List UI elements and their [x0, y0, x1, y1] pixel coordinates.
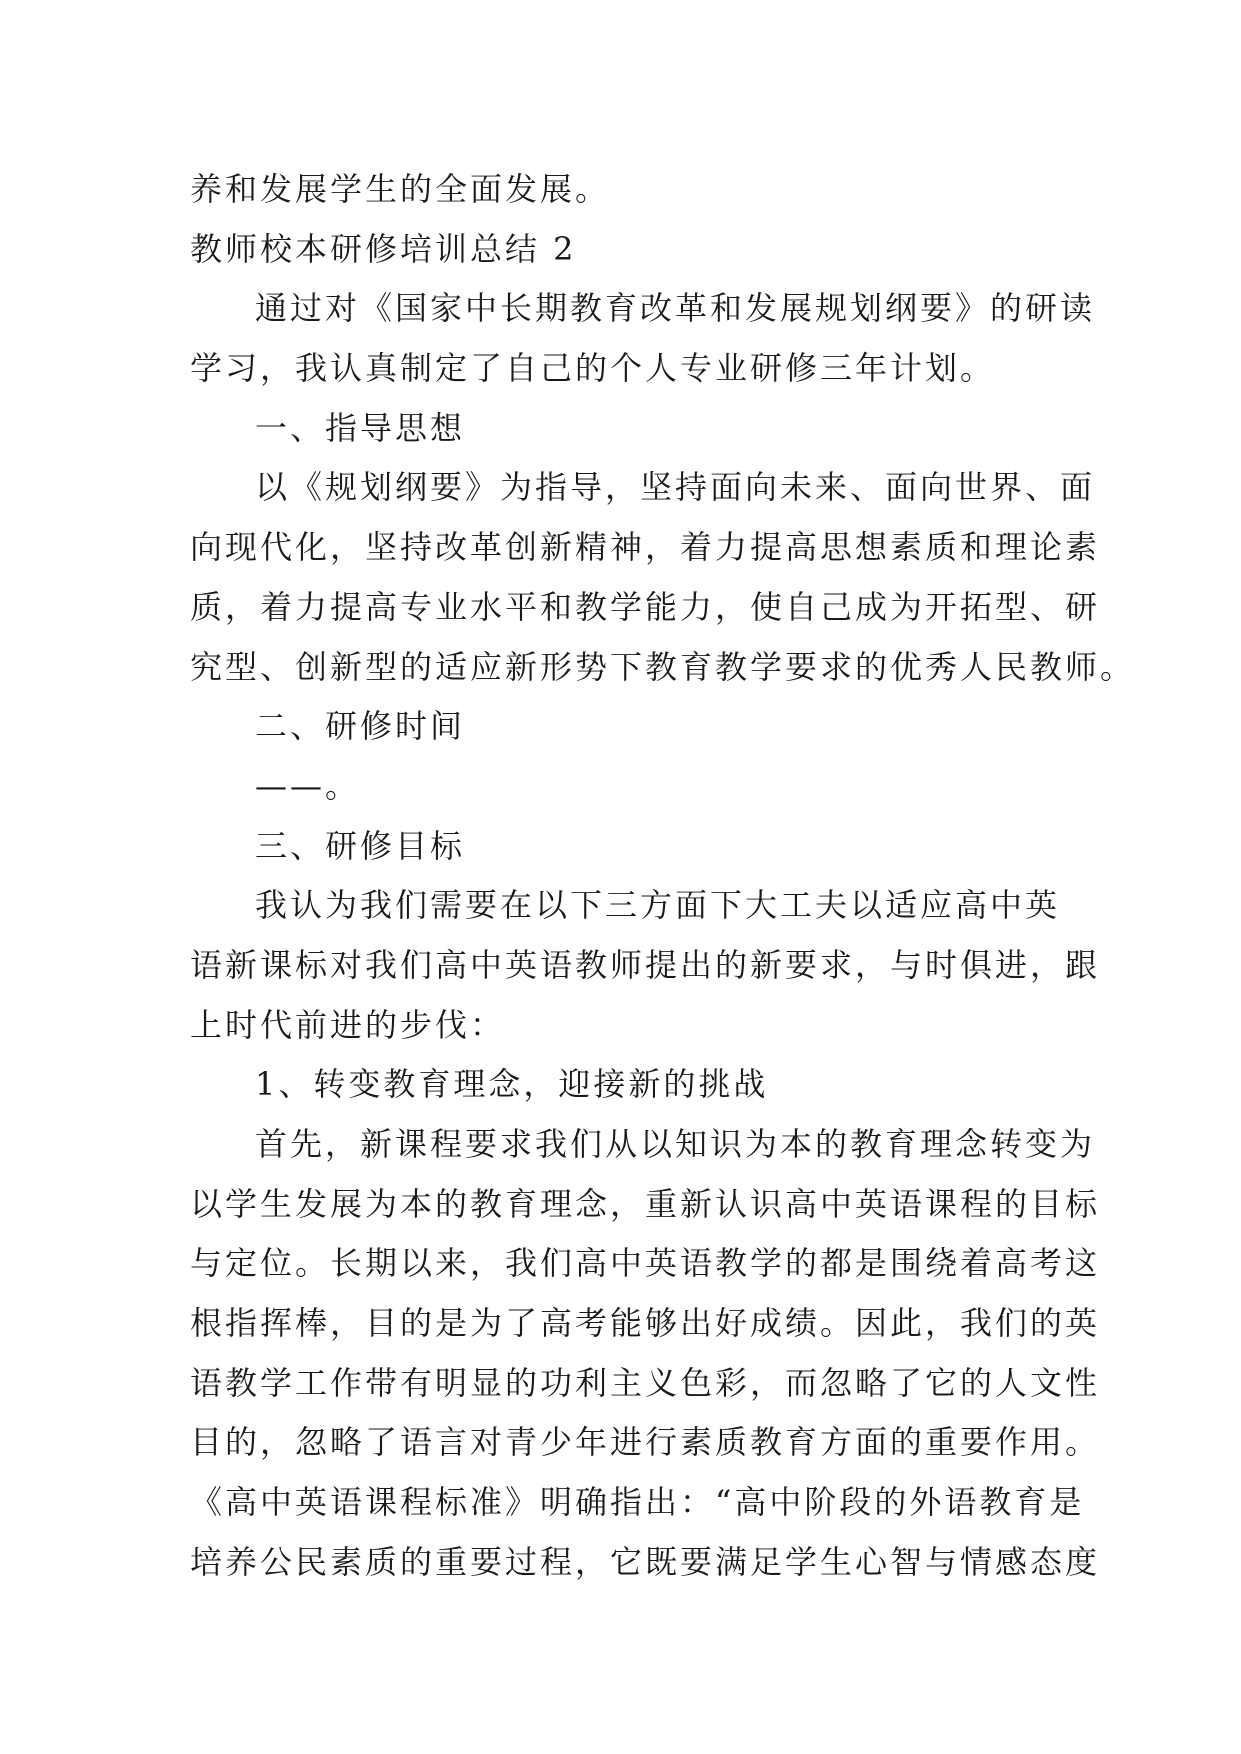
text-line: 质，着力提高专业水平和教学能力，使自己成为开拓型、研: [190, 587, 1101, 626]
text-line: ——。: [255, 766, 361, 805]
text-line: 语教学工作带有明显的功利主义色彩，而忽略了它的人文性: [190, 1363, 1101, 1402]
text-line: 《高中英语课程标准》明确指出：“高中阶段的外语教育是: [190, 1483, 1085, 1522]
text-line: 向现代化，坚持改革创新精神，着力提高思想素质和理论素: [190, 528, 1101, 567]
text-line: 以学生发展为本的教育理念，重新认识高中英语课程的目标: [190, 1184, 1101, 1223]
text-line: 1、转变教育理念，迎接新的挑战: [255, 1065, 769, 1104]
text-line: 二、研修时间: [255, 707, 466, 746]
text-line: 一、指导思想: [255, 408, 466, 447]
text-line: 以《规划纲要》为指导，坚持面向未来、面向世界、面: [255, 468, 1096, 507]
text-line: 究型、创新型的适应新形势下教育教学要求的优秀人民教师。: [190, 647, 1136, 686]
text-line: 学习，我认真制定了自己的个人专业研修三年计划。: [190, 349, 996, 388]
text-line: 通过对《国家中长期教育改革和发展规划纲要》的研读: [255, 289, 1096, 328]
text-line: 首先，新课程要求我们从以知识为本的教育理念转变为: [255, 1125, 1096, 1163]
text-line: 上时代前进的步伐：: [190, 1005, 506, 1044]
text-line: 我认为我们需要在以下三方面下大工夫以适应高中英: [255, 886, 1061, 925]
document-body: [190, 160, 1136, 1593]
text-line: 教师校本研修培训总结 2: [190, 229, 577, 268]
text-line: 根指挥棒，目的是为了高考能够出好成绩。因此，我们的英: [190, 1304, 1101, 1343]
text-line: 培养公民素质的重要过程，它既要满足学生心智与情感态度: [190, 1542, 1101, 1581]
text-line: 三、研修目标: [255, 826, 466, 865]
text-line: 目的，忽略了语言对青少年进行素质教育方面的重要作用。: [190, 1423, 1101, 1462]
text-line: 语新课标对我们高中英语教师提出的新要求，与时俱进，跟: [190, 945, 1101, 984]
text-line: 与定位。长期以来，我们高中英语教学的都是围绕着高考这: [190, 1244, 1101, 1283]
text-line: 养和发展学生的全面发展。: [190, 170, 611, 208]
